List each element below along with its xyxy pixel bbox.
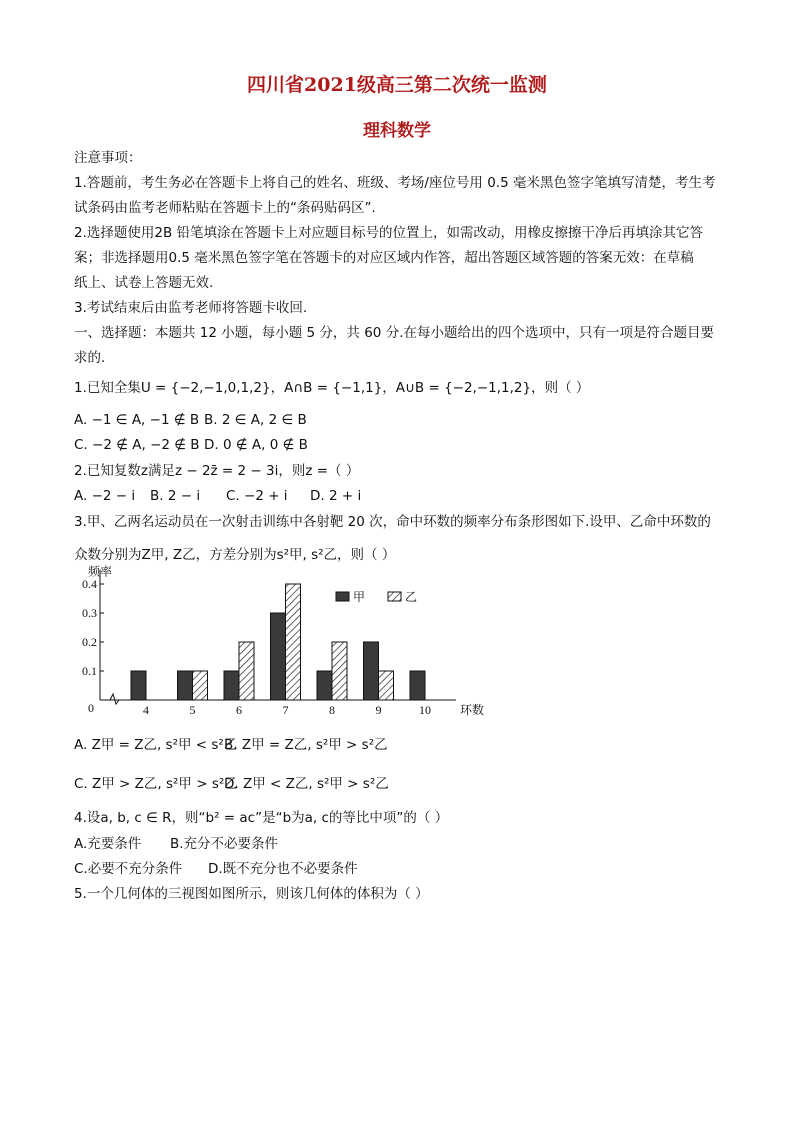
question-4-options-row2 [74,859,734,879]
bar-yi [193,671,208,700]
x-tick-label: 5 [189,703,196,717]
x-tick-label: 7 [282,703,289,717]
notice-heading: 注意事项： [74,150,142,166]
legend-swatch-yi [388,592,401,601]
question-2-options [74,486,734,506]
q1-option-d: D. 0 ∉ A, 0 ∉ B [204,437,308,453]
q4-option-a: A.充要条件 [74,836,142,852]
origin-label: 0 [88,701,94,715]
bar-yi [239,642,254,700]
notice-item-2c: 纸上、试卷上答题无效. [74,275,214,291]
notice-item-2a: 2.选择题使用2B 铅笔填涂在答题卡上对应题目标号的位置上，如需改动，用橡皮擦擦干净后再填涂其它答 [74,225,704,241]
frequency-chart-svg [66,564,485,720]
q2-option-d: D. 2 + i [310,488,362,504]
notice-item-3: 3.考试结束后由监考老师将答题卡收回. [74,300,308,316]
notice-item-1a: 1.答题前，考生务必在答题卡上将自己的姓名、班级、考场/座位号用 0.5 毫米黑色签字笔填写清楚，考生考 [74,175,716,191]
q3-option-b: B. Z甲 = Z乙, s²甲 > s²乙 [224,737,388,753]
y-axis-label: 频率 [88,564,113,579]
x-tick-label: 10 [419,703,431,717]
frequency-bar-chart [66,564,485,720]
q2-option-c: C. −2 + i [226,488,288,504]
q1-option-a: A. −1 ∈ A, −1 ∉ B [74,412,200,428]
bar-yi [332,642,347,700]
q1-option-c: C. −2 ∉ A, −2 ∉ B [74,437,200,453]
bar-jia [271,613,286,700]
bar-jia [178,671,193,700]
q2-option-a: A. −2 − i [74,488,136,504]
q3-option-c: C. Z甲 > Z乙, s²甲 > s²乙 [74,776,238,792]
y-tick-label: 0.4 [82,577,97,591]
question-5-stem: 5.一个几何体的三视图如图所示，则该几何体的体积为（ ） [74,886,429,902]
x-tick-label: 4 [143,703,149,717]
question-3-stem-line1: 3.甲、乙两名运动员在一次射击训练中各射靶 20 次，命中环数的频率分布条形图如下.设甲、乙命中环数的 [74,514,711,530]
axis-break-mark [110,694,119,704]
bar-yi [379,671,394,700]
notice-item-2b: 案；非选择题用0.5 毫米黑色签字笔在答题卡的对应区域内作答，超出答题区域答题的答案无效：在草稿 [74,250,694,266]
q1-option-b: B. 2 ∈ A, 2 ∈ B [204,412,307,428]
q4-option-c: C.必要不充分条件 [74,861,183,877]
q4-option-d: D.既不充分也不必要条件 [208,861,358,877]
y-tick-label: 0.3 [82,606,97,620]
exam-title: 四川省2021级高三第二次统一监测 [247,74,547,96]
legend-label-yi: 乙 [405,590,418,604]
section-1-intro: 一、选择题：本题共 12 小题，每小题 5 分，共 60 分.在每小题给出的四个选项中，只有一项是符合题目要 [74,325,714,341]
bar-jia [224,671,239,700]
legend-swatch-jia [336,592,349,601]
bar-yi [286,584,301,700]
exam-subject: 理科数学 [363,121,431,141]
question-2-stem: 2.已知复数z满足z − 2z̄ = 2 − 3i，则z =（ ） [74,463,360,479]
question-4-options-row1 [74,834,734,854]
question-1-options-row1 [74,410,734,430]
question-4-stem: 4.设a, b, c ∈ R，则“b² = ac”是“b为a, c的等比中项”的（ ） [74,810,449,826]
x-tick-label: 6 [236,703,242,717]
q3-option-d: D. Z甲 < Z乙, s²甲 > s²乙 [224,776,389,792]
bar-jia [364,642,379,700]
x-tick-label: 8 [329,703,335,717]
notice-item-1b: 试条码由监考老师粘贴在答题卡上的“条码贴码区”． [74,200,385,216]
q3-option-a: A. Z甲 = Z乙, s²甲 < s²乙 [74,737,238,753]
question-3-options-row2 [74,774,734,794]
bar-jia [131,671,146,700]
section-1-intro-cont: 求的. [74,350,106,366]
question-3-options-row1 [74,735,734,755]
question-1-stem: 1.已知全集U = {−2,−1,0,1,2}，A∩B = {−1,1}，A∪B = {−2,−1,1,2}，则（ ） [74,380,590,396]
y-tick-label: 0.1 [82,664,97,678]
legend-label-jia: 甲 [353,590,366,604]
bar-jia [317,671,332,700]
y-tick-label: 0.2 [82,635,97,649]
x-tick-label: 9 [375,703,382,717]
question-1-options-row2 [74,435,734,455]
q2-option-b: B. 2 − i [150,488,201,504]
x-axis-label: 环数 [460,703,485,717]
bar-jia [410,671,425,700]
q4-option-b: B.充分不必要条件 [170,836,279,852]
question-3-stem-line2: 众数分别为Z甲, Z乙，方差分别为s²甲, s²乙，则（ ） [74,547,396,563]
